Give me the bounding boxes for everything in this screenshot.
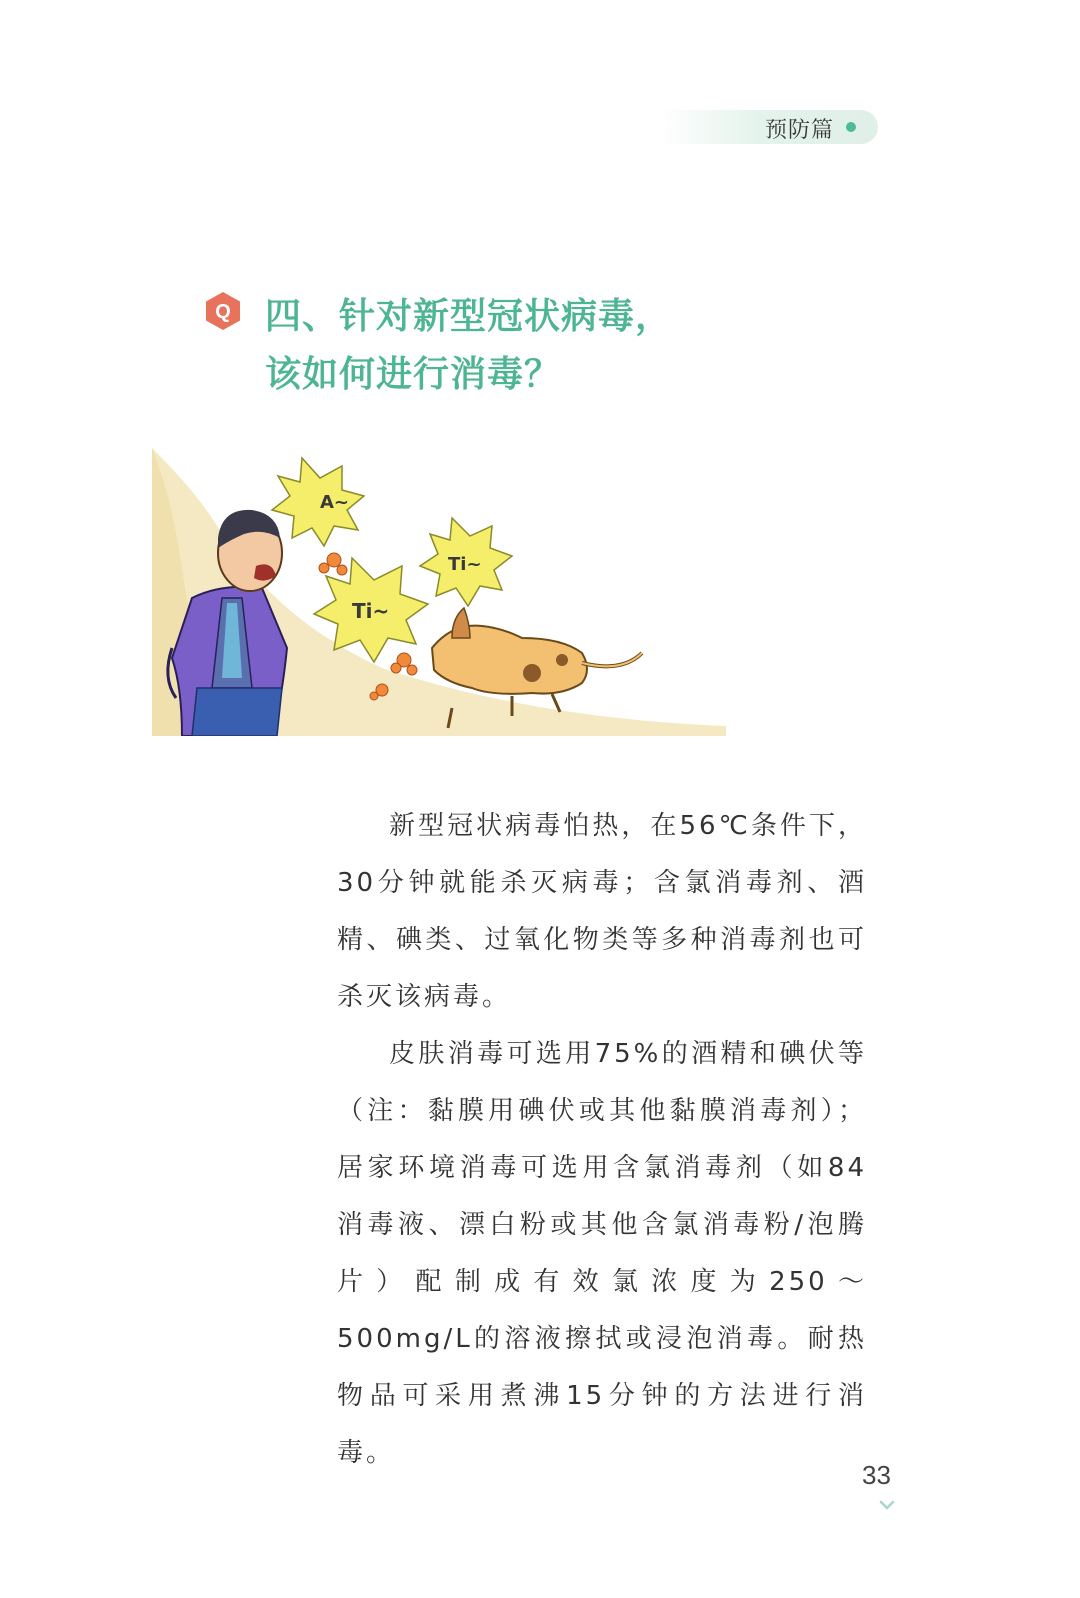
section-label: 预防篇 bbox=[764, 118, 834, 143]
page-number: 33 bbox=[862, 1460, 891, 1490]
bubble-1-text: A~ bbox=[320, 492, 350, 513]
bubble-3-text: Ti~ bbox=[352, 599, 390, 623]
answer-paragraph-1: 新型冠状病毒怕热，在56℃条件下，30分钟就能杀灭病毒；含氯消毒剂、酒精、碘类、过氧化物类等多种消毒剂也可杀灭该病毒。 bbox=[337, 811, 867, 1012]
question-badge-icon bbox=[203, 291, 243, 331]
sneezing-illustration bbox=[152, 448, 726, 736]
section-tab bbox=[660, 110, 878, 144]
sneeze-bubble-1 bbox=[272, 458, 364, 546]
question-title-line-2: 该如何进行消毒？ bbox=[265, 354, 562, 395]
chevron-down-icon bbox=[879, 1500, 895, 1510]
question-title bbox=[265, 288, 672, 404]
bubble-2-text: Ti~ bbox=[448, 554, 482, 575]
question-badge-letter: Q bbox=[215, 301, 231, 323]
section-dot-icon bbox=[846, 122, 856, 132]
sneeze-bubble-2 bbox=[420, 518, 512, 606]
question-title-line-1: 四、针对新型冠状病毒， bbox=[265, 296, 673, 337]
answer-paragraph-2: 皮肤消毒可选用75%的酒精和碘伏等（注：黏膜用碘伏或其他黏膜消毒剂）；居家环境消毒可选用含氯消毒剂（如84消毒液、漂白粉或其他含氯消毒粉/泡腾片）配制成有效氯浓度为250～500mg/L的溶液擦拭或浸泡消毒。耐热物品可采用煮沸15分钟的方法进行消毒。 bbox=[337, 1039, 867, 1468]
answer-text bbox=[337, 798, 867, 1482]
